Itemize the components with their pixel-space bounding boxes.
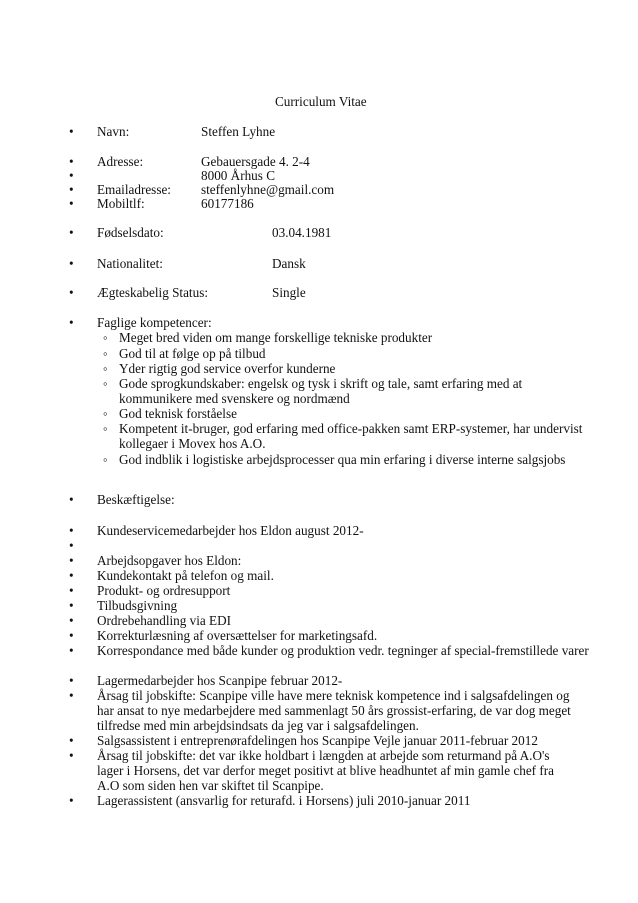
skill-item: God indblik i logistiske arbejdsprocesser qua min erfaring i diverse interne salgsjobs — [119, 452, 566, 467]
bullet-icon: • — [69, 285, 74, 300]
marital-label: Ægteskabelig Status: — [97, 285, 208, 300]
birth-label: Fødselsdato: — [97, 225, 164, 240]
eldon-task: Produkt- og ordresupport — [97, 583, 231, 598]
bullet-icon: • — [69, 256, 74, 271]
bullet-icon: • — [69, 613, 74, 628]
sub-bullet-icon: ◦ — [103, 421, 108, 436]
bullet-icon: • — [69, 196, 74, 211]
page-title: Curriculum Vitae — [275, 94, 367, 109]
skill-item: God til at følge op på tilbud — [119, 346, 266, 361]
sub-bullet-icon: ◦ — [103, 361, 108, 376]
address-line1: Gebauersgade 4. 2-4 — [201, 154, 310, 169]
eldon-task: Korrekturlæsning af oversættelser for marketingsafd. — [97, 628, 378, 643]
marital-value: Single — [272, 285, 306, 300]
address-line2: 8000 Århus C — [201, 168, 275, 183]
bullet-icon: • — [69, 793, 74, 808]
job-scanpipe-warehouse: Lagermedarbejder hos Scanpipe februar 2012- — [97, 673, 343, 688]
name-label: Navn: — [97, 124, 130, 139]
address-label: Adresse: — [97, 154, 144, 169]
skill-item: Gode sprogkundskaber: engelsk og tysk i skrift og tale, samt erfaring med at kommunikere med svenskere og nordmænd — [119, 376, 523, 406]
bullet-icon: • — [69, 538, 74, 553]
sub-bullet-icon: ◦ — [103, 452, 108, 467]
bullet-icon: • — [69, 523, 74, 538]
nationality-label: Nationalitet: — [97, 256, 163, 271]
birth-value: 03.04.1981 — [272, 225, 332, 240]
bullet-icon: • — [69, 168, 74, 183]
bullet-icon: • — [69, 673, 74, 688]
skill-item: Yder rigtig god service overfor kunderne — [119, 361, 336, 376]
job-change-reason: Årsag til jobskifte: Scanpipe ville have mere teknisk kompetence ind i salgsafdelingen og har ansat to nye medarbejdere med sammenlagt 50 års grossist-erfaring, de var dog meget tilfredse med min arbejdsindsats da jeg var i salgsafdelingen. — [97, 688, 571, 733]
bullet-icon: • — [69, 492, 74, 507]
sub-bullet-icon: ◦ — [103, 376, 108, 391]
bullet-icon: • — [69, 182, 74, 197]
mobile-value: 60177186 — [201, 196, 254, 211]
eldon-task: Kundekontakt på telefon og mail. — [97, 568, 274, 583]
eldon-task: Korrespondance med både kunder og produktion vedr. tegninger af special-fremstillede varer — [97, 643, 589, 658]
skills-heading: Faglige kompetencer: — [97, 315, 212, 330]
job-change-reason: Årsag til jobskifte: det var ikke holdbart i længden at arbejde som returmand på A.O's lager i Horsens, det var derfor meget positivt at blive headhuntet af min gamle chef fra A.O som siden hen var skiftet til Scanpipe. — [97, 748, 554, 793]
skill-item: Meget bred viden om mange forskellige tekniske produkter — [119, 330, 433, 345]
job-ao-warehouse: Lagerassistent (ansvarlig for returafd. i Horsens) juli 2010-januar 2011 — [97, 793, 471, 808]
bullet-icon: • — [69, 553, 74, 568]
eldon-tasks-heading: Arbejdsopgaver hos Eldon: — [97, 553, 242, 568]
mobile-label: Mobiltlf: — [97, 196, 145, 211]
bullet-icon: • — [69, 733, 74, 748]
name-value: Steffen Lyhne — [201, 124, 276, 139]
bullet-icon: • — [69, 688, 74, 703]
bullet-icon: • — [69, 568, 74, 583]
job-scanpipe-sales: Salgsassistent i entreprenørafdelingen hos Scanpipe Vejle januar 2011-februar 2012 — [97, 733, 538, 748]
employment-heading: Beskæftigelse: — [97, 492, 175, 507]
bullet-icon: • — [69, 583, 74, 598]
nationality-value: Dansk — [272, 256, 306, 271]
bullet-icon: • — [69, 124, 74, 139]
bullet-icon: • — [69, 748, 74, 763]
sub-bullet-icon: ◦ — [103, 346, 108, 361]
bullet-icon: • — [69, 628, 74, 643]
sub-bullet-icon: ◦ — [103, 330, 108, 345]
email-value: steffenlyhne@gmail.com — [201, 182, 335, 197]
skill-item: God teknisk forståelse — [119, 406, 237, 421]
email-label: Emailadresse: — [97, 182, 171, 197]
bullet-icon: • — [69, 315, 74, 330]
eldon-task: Tilbudsgivning — [97, 598, 178, 613]
sub-bullet-icon: ◦ — [103, 406, 108, 421]
skill-item: Kompetent it-bruger, god erfaring med office-pakken samt ERP-systemer, har undervist kollegaer i Movex hos A.O. — [119, 421, 583, 451]
bullet-icon: • — [69, 598, 74, 613]
eldon-task: Ordrebehandling via EDI — [97, 613, 232, 628]
bullet-icon: • — [69, 225, 74, 240]
bullet-icon: • — [69, 643, 74, 658]
bullet-icon: • — [69, 154, 74, 169]
job-eldon: Kundeservicemedarbejder hos Eldon august 2012- — [97, 523, 364, 538]
